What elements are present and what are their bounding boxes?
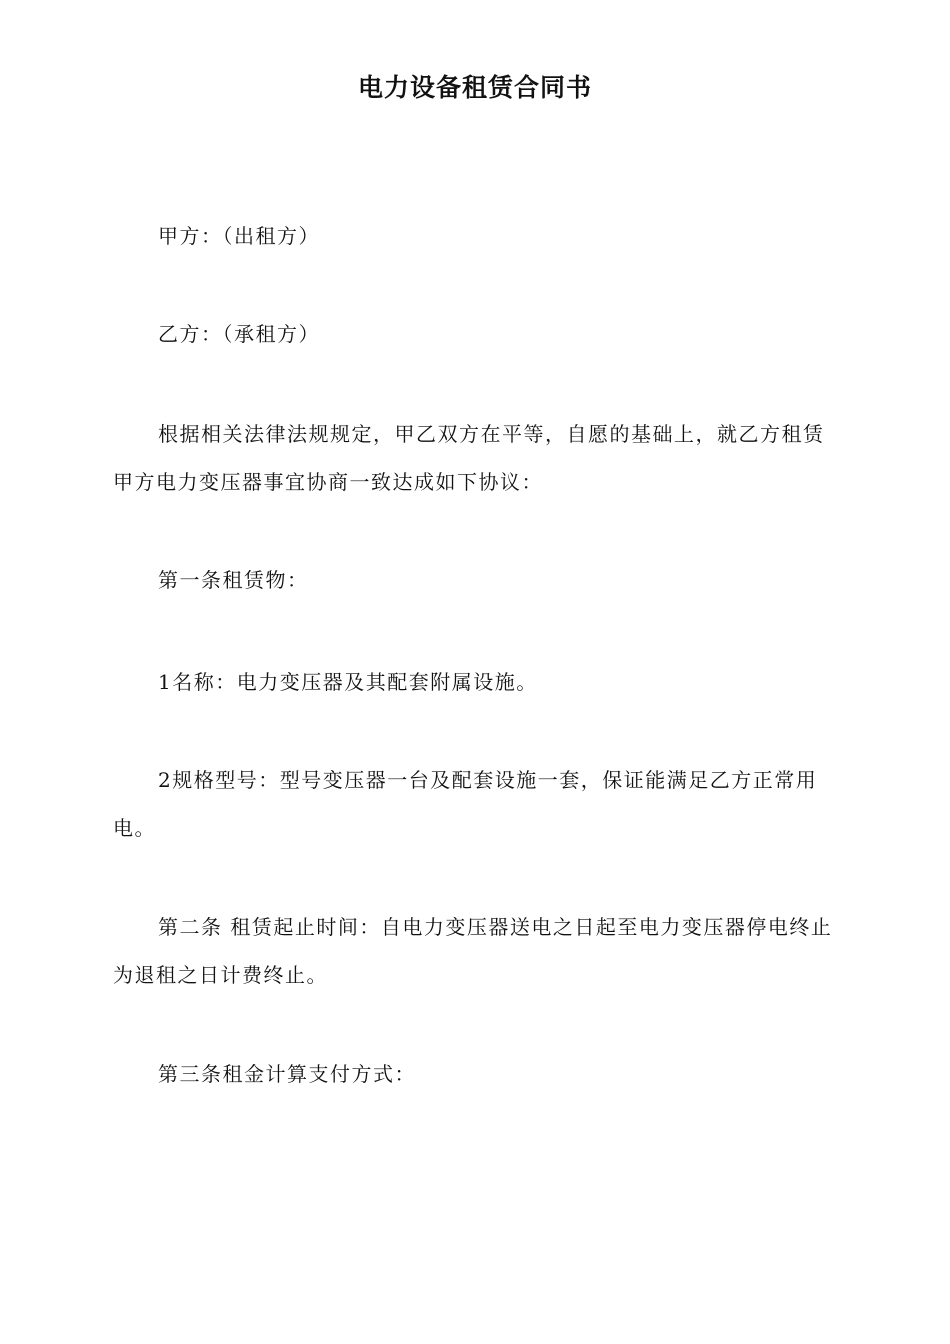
party-b-line: 乙方：（承租方） [158, 322, 320, 346]
party-a-line: 甲方：（出租方） [158, 224, 320, 248]
document-title: 电力设备租赁合同书 [357, 73, 592, 102]
article-3-heading: 第三条租金计算支付方式： [158, 1062, 416, 1086]
article-2-paragraph: 第二条 租赁起止时间：自电力变压器送电之日起至电力变压器停电终止为退租之日计费终止。 [113, 915, 833, 987]
article-1-heading: 第一条租赁物： [158, 568, 309, 592]
item-spec-paragraph: 2规格型号：型号变压器一台及配套设施一套，保证能满足乙方正常用电。 [113, 768, 818, 840]
agreement-basis-paragraph: 根据相关法律法规规定，甲乙双方在平等，自愿的基础上，就乙方租赁甲方电力变压器事宜协商一致达成如下协议： [113, 422, 825, 494]
item-name-paragraph: 1名称：电力变压器及其配套附属设施。 [158, 670, 538, 694]
